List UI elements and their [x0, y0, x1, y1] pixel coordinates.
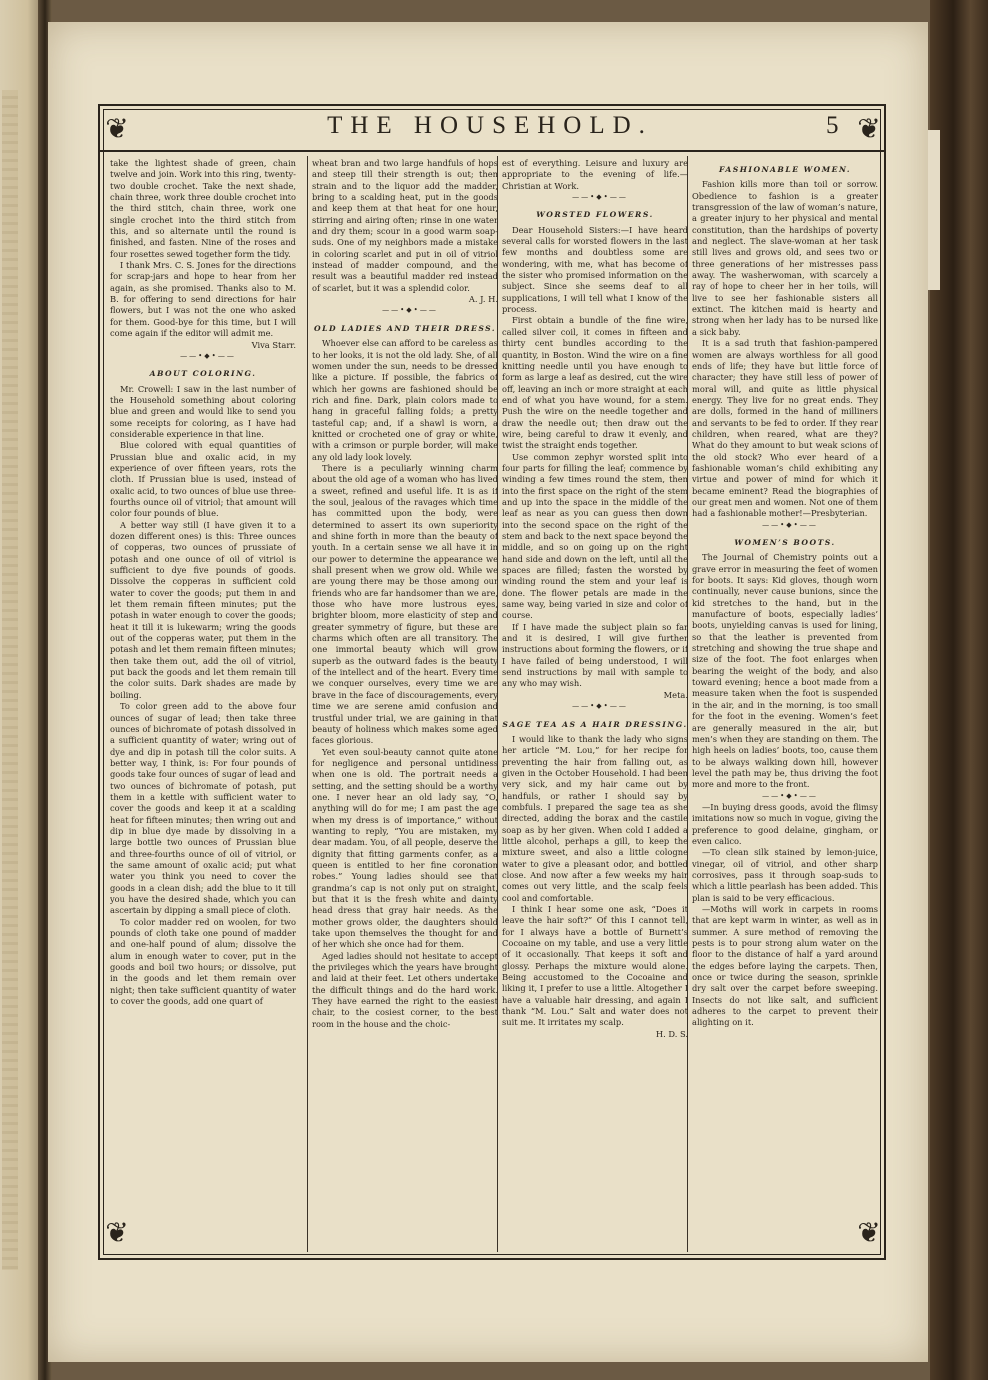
article-paragraph: Use common zephyr worsted split into four parts for filling the leaf; commence by winding a few times round the stem, then into the first space on the right of the stem and up into the space in the middle of the leaf as near as you can guess then down into the second space on the right of the stem and back to the next space beyond the middle, and so on going up on the right hand side and down on the left, until all the spaces are filled; fasten the worsted by winding round the stem and your leaf is done. The flower petals are made in the same way, being varied in size and color of course.	[502, 451, 688, 621]
article-paragraph: Whoever else can afford to be careless as to her looks, it is not the old lady. She, of all women under the sun, needs to be dressed like a picture. If possible, the fabrics of which her gowns are fashioned should be rich and fine. Dark, plain colors made to hang in graceful falling folds; a pretty tasteful cap; and, if a shawl is worn, a knitted or crocheted one of gray or white, with a crimson or purple border, will make any old lady look lovely.	[312, 338, 498, 462]
article-paragraph: Fashion kills more than toil or sorrow. Obedience to fashion is a greater transgression of the law of woman’s nature, a greater injury to her physical and mental constitution, than the hardships of poverty and neglect. The slave-woman at her task still lives and grows old, and sees two or three generations of her mistresses pass away. The washerwoman, with scarcely a ray of hope to cheer her in her toils, will live to see her fashionable sisters all extinct. The kitchen maid is hearty and strong when her lady has to be nursed like a sick baby.	[692, 179, 878, 337]
article-paragraph: There is a peculiarly winning charm about the old age of a woman who has lived a sweet, refined and useful life. It is as if the soul, jealous of the ravages which time has committed upon the body, were determined to assert its own superiority and shine forth in more than the beauty of youth. In a certain sense we all have it in our power to determine the appearance we shall present when we grow old. While we are young there may be those among our friends who are far handsomer than we are, those who have more lustrous eyes, brighter bloom, more elasticity of step and greater symmetry of figure, but these are charms which often are all transitory. The one immortal beauty which will grow superb as the outward fades is the beauty of the intellect and of the heart. Every time we conquer ourselves, every time we are brave in the face of discouragements, every time we are serene amid confusion and trustful under trial, we are gaining in that beauty of holiness which makes some aged faces glorious.	[312, 462, 498, 746]
article-paragraph: wheat bran and two large handfuls of hops and steep till their strength is out; then strain and to the liquor add the madder, bring to a scalding heat, put in the goods and keep them at that heat for one hour, stirring and airing often; rinse in one water and dry them; scour in a good warm soap-suds. One of my neighbors made a mistake in coloring scarlet and put in oil of vitriol instead of madder compound, and the result was a beautiful madder red instead of scarlet, but it was a splendid color.	[312, 158, 498, 293]
article-paragraph: To color green add to the above four ounces of sugar of lead; then take three ounces of bichromate of potash dissolved in a sufficient quantity of water; wring out of dye and dip in potash till the color suits. A better way, I think, is: For four pounds of goods take four ounces of sugar of lead and two ounces of bichromate of potash, put them in a kettle with sufficient water to cover the goods and keep it at a scalding heat for fifteen minutes; then wring out and dip in blue dye made by dissolving in a large bottle two ounces of Prussian blue and three-fourths ounce of oil of vitriol, or the same amount of oxalic acid; put what water you think you need to cover the goods in a clean dish; add the blue to it till you have the desired shade, which you can ascertain by dipping a small piece of cloth.	[110, 701, 296, 916]
section-ornament: ——•◆•——	[762, 791, 818, 800]
corner-ornament-icon: ❦	[857, 1216, 881, 1249]
article-paragraph: —Moths will work in carpets in rooms that are kept warm in winter, as well as in summer. A sure method of removing the pests is to pour strong alum water on the floor to the distance of half a yard around the edges before laying the carpets. Then, once or twice during the season, sprinkle dry salt over the carpet before sweeping. Insects do not like salt, and sufficient adheres to the carpet to prevent their alighting on it.	[692, 904, 878, 1028]
corner-ornament-icon: ❦	[105, 112, 129, 145]
section-ornament: ——•◆•——	[382, 306, 438, 315]
corner-ornament-icon: ❦	[857, 112, 881, 145]
section-ornament: ——•◆•——	[762, 520, 818, 529]
article-column-2	[312, 158, 498, 1250]
book-cover-edge	[930, 0, 988, 1380]
article-paragraph: est of everything. Leisure and luxury are appropriate to the evening of life.—Christian at Work.	[502, 158, 688, 191]
article-paragraph: Dear Household Sisters:—I have heard several calls for worsted flowers in the last few months and doubtless some are wondering, with me, what has become of the sister who promised information on the subject. Since she seems deaf to all supplications, I will tell what I know of the process.	[502, 224, 688, 315]
article-paragraph: If I have made the subject plain so far and it is desired, I will give further instructions about forming the flowers, or if I have failed of being understood, I will send instructions by mail with sample to any who may wish.	[502, 621, 688, 689]
corner-ornament-icon: ❦	[105, 1216, 129, 1249]
article-paragraph: I would like to thank the lady who signs her article “M. Lou,” for her recipe for preventing the hair from falling out, as given in the October Household. I had been very sick, and my hair came out by handfuls, or rather I should say by combfuls. I prepared the sage tea as she directed, adding the borax and the castile soap as by her given. When cold I added a little alcohol, perhaps a gill, to keep the mixture sweet, and also a little cologne water to give a pleasant odor, and bottled close. And now after a few weeks my hair comes out very little, and the scalp feels cool and comfortable.	[502, 733, 688, 903]
section-ornament: ——•◆•——	[180, 351, 236, 360]
section-ornament: ——•◆•——	[572, 702, 628, 711]
column-divider	[307, 156, 308, 1252]
article-paragraph: Yet even soul-beauty cannot quite atone for negligence and personal untidiness when one is old. The portrait needs a setting, and the setting should be a worthy one. I never hear an old lady say, “O, anything will do for me; I am past the age when my dress is of importance,” without wanting to reply, “You are mistaken, my dear madam. You, of all people, deserve the dignity that fitting garments confer, as a queen is entitled to her fine coronation robes.” Young ladies should see that grandma’s cap is not only put on straight, but that it is the fresh white and dainty head dress that gray hair needs. As the mother grows older, the daughters should take upon themselves the thought for and of her which she once had for them.	[312, 746, 498, 950]
article-column-4	[692, 158, 878, 1250]
article-paragraph: First obtain a bundle of the fine wire, called silver coil, it comes in fifteen and thirty cent bundles according to the quantity, in Boston. Wind the wire on a fine knitting needle until you have enough to form as large a leaf as desired, cut the wire off, leaving an inch or more straight at each end of what you have wound, for a stem. Push the wire on the needle together and draw the needle out; then draw out the wire, being careful to draw it evenly, and twist the straight ends together.	[502, 315, 688, 451]
article-paragraph: —To clean silk stained by lemon-juice, vinegar, oil of vitriol, and other sharp corrosives, pass it through soap-suds to which a little pearlash has been added. This plan is said to be very efficacious.	[692, 847, 878, 903]
article-signature: A. J. H.	[468, 294, 498, 305]
article-signature: H. D. S.	[655, 1028, 688, 1039]
article-column-3	[502, 158, 688, 1250]
article-paragraph: It is a sad truth that fashion-pampered women are always worthless for all good ends of life; they have but little force of character; they have still less of power of moral will, and quite as little physical energy. They live for no great ends. They are dolls, formed in the hand of milliners and servants to be fed to order. If they rear children, when reared, what are they? What do they amount to but weak scions of the old stock? Who ever heard of a fashionable woman’s child exhibiting any virtue and power of mind for which it became eminent? Read the biographies of our great men and women. Not one of them had a fashionable mother!—Presbyterian.	[692, 338, 878, 519]
article-paragraph: I thank Mrs. C. S. Jones for the directions for scrap-jars and hope to hear from her again, as she promised. Thanks also to M. B. for offering to send directions for hair flowers, but I was not the one who asked for them. Good-bye for this time, but I will come again if the editor will admit me.	[110, 260, 296, 339]
article-heading: FASHIONABLE WOMEN.	[718, 165, 852, 174]
article-paragraph: The Journal of Chemistry points out a grave error in measuring the feet of women for boots. It says: Kid gloves, though worn continually, never cause bunions, since the kid stretches to the hand, but in the manufacture of boots, especially ladies’ boots, unyielding canvas is used for lining, so that the leather is prevented from stretching and showing the true shape and size of the foot. The foot enlarges when bearing the weight of the body, and also toward evening; hence a boot made from a measure taken when the foot is suspended in the air, and in the morning, is too small for the foot in the evening. Women’s feet are generally measured in the air, but men’s when they are standing on them. The high heels on ladies’ boots, too, cause them to be always walking down hill, however level the path may be, thus driving the foot more and more to the front.	[692, 552, 878, 790]
article-heading: WORSTED FLOWERS.	[536, 210, 654, 220]
article-paragraph: take the lightest shade of green, chain twelve and join. Work into this ring, twenty-two double crochet. Take the next shade, chain three, work three double crochet into the third stitch, chain three, work one single crochet into the third stitch from this, and so alternate until the round is finished, and fasten. Nine of the roses and four rosettes sewed together form the tidy.	[110, 158, 296, 259]
article-heading: WOMEN’S BOOTS.	[734, 538, 836, 547]
article-paragraph: —In buying dress goods, avoid the flimsy imitations now so much in vogue, giving the preference to good delaine, gingham, or even calico.	[692, 801, 878, 846]
article-heading: ABOUT COLORING.	[149, 369, 257, 379]
article-paragraph: Mr. Crowell: I saw in the last number of the Household something about coloring blue and green and would like to send you some receipts for coloring, as I have had considerable experience in that line.	[110, 383, 296, 439]
article-signature: Meta.	[663, 689, 688, 700]
masthead-title: THE HOUSEHOLD.	[327, 112, 653, 139]
article-heading: SAGE TEA AS A HAIR DRESSING.	[502, 719, 688, 729]
article-column-1	[110, 158, 296, 1250]
article-paragraph: I think I hear some one ask, “Does it leave the hair soft?” Of this I cannot tell, for I always have a bottle of Burnett’s Cocoaine on my table, and use a very little of it occasionally. That keeps it soft and glossy. Perhaps the mixture would alone. Being accustomed to the Cocoaine and liking it, I prefer to use a little. Altogether I have a valuable hair dressing, and again I thank “M. Lou.” Salt and water does not suit me. It irritates my scalp.	[502, 904, 688, 1028]
article-paragraph: To color madder red on woolen, for two pounds of cloth take one pound of madder and one-half pound of alum; dissolve the alum in enough water to cover, put in the goods and boil two hours; or dissolve, put in the goods and let them remain over night; then take sufficient quantity of water to cover the goods, add one quart of	[110, 916, 296, 1007]
article-paragraph: A better way still (I have given it to a dozen different ones) is this: Three ounces of copperas, two ounces of prussiate of potash and one ounce of oil of vitriol is sufficient to dye five pounds of goods. Dissolve the copperas in sufficient cold water to cover the goods; put them in and let them remain fifteen minutes; put the potash in water enough to cover the goods; heat it till it is lukewarm; wring the goods out of the copperas water, put them in the potash and let them remain fifteen minutes; then take them out, add the oil of vitriol, put back the goods and let them remain till the color suits. Dark shades are made by boiling.	[110, 519, 296, 700]
masthead-rule	[98, 150, 886, 152]
section-ornament: ——•◆•——	[572, 193, 628, 202]
page-number: 5	[826, 112, 839, 139]
article-paragraph: Aged ladies should not hesitate to accept the privileges which the years have brought and laid at their feet. Let others undertake the difficult things and do the hard work. They have earned the right to the easiest chair, to the cosiest corner, to the best room in the house and the choic-	[312, 950, 498, 1029]
article-paragraph: Blue colored with equal quantities of Prussian blue and oxalic acid, in my experience of over fifteen years, rots the cloth. If Prussian blue is used, instead of oxalic acid, to two ounces of blue use three-fourths ounce oil of vitriol; that amount will color four pounds of blue.	[110, 440, 296, 519]
article-signature: Viva Starr.	[251, 339, 296, 350]
article-heading: OLD LADIES AND THEIR DRESS.	[313, 323, 496, 333]
